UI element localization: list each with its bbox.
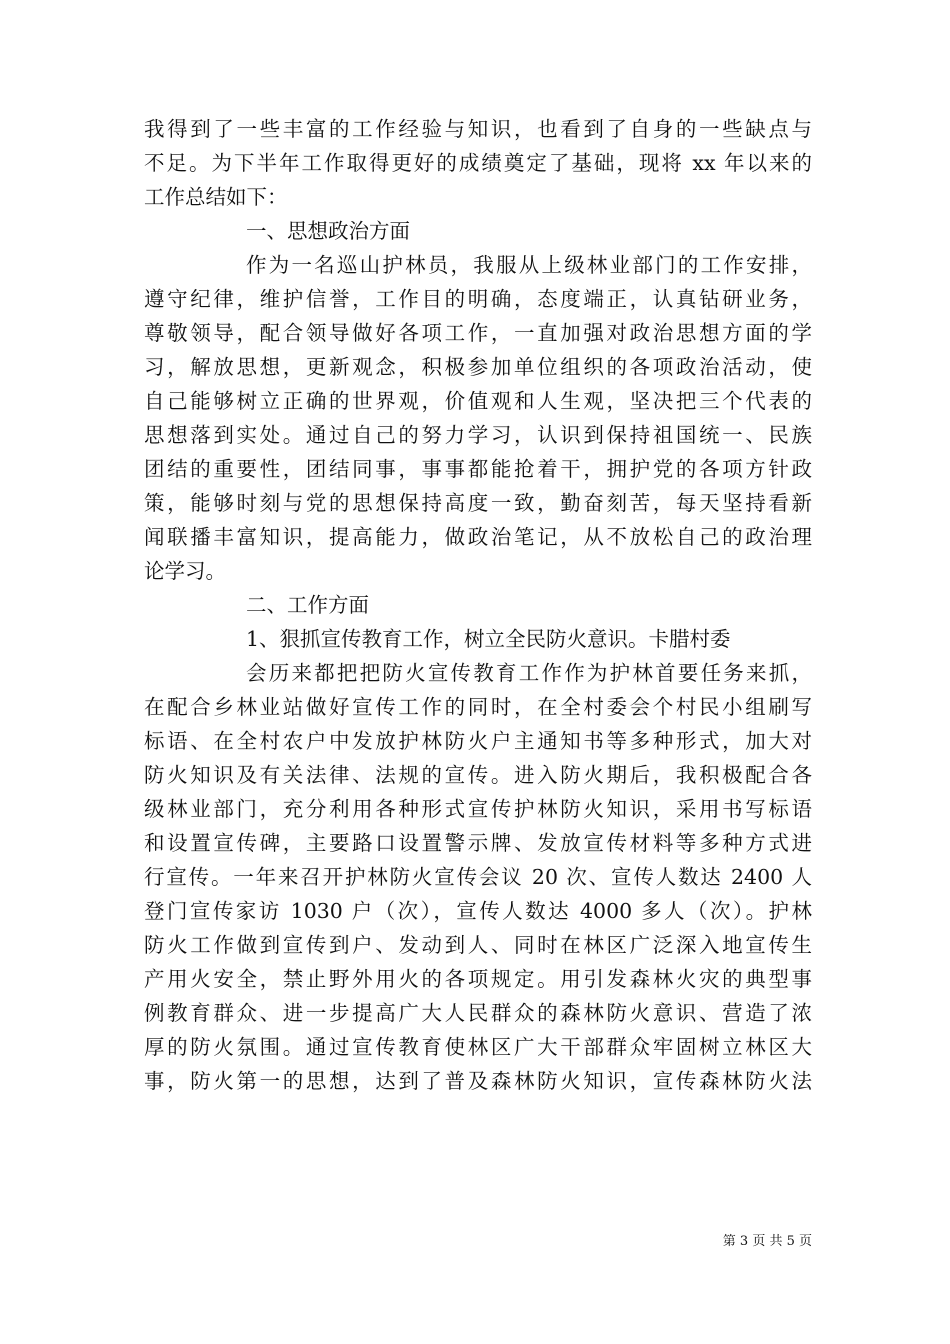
text-line: 策，能够时刻与党的思想保持高度一致，勤奋刻苦，每天坚持看新	[144, 491, 812, 515]
text-line: 自己能够树立正确的世界观，价值观和人生观，坚决把三个代表的	[144, 389, 812, 413]
text-line: 我得到了一些丰富的工作经验与知识，也看到了自身的一些缺点与	[144, 117, 812, 141]
text-line: 事，防火第一的思想，达到了普及森林防火知识，宣传森林防火法	[144, 1069, 812, 1093]
text-line: 防火知识及有关法律、法规的宣传。进入防火期后，我积极配合各	[144, 763, 812, 787]
text-line: 不足。为下半年工作取得更好的成绩奠定了基础，现将 xx 年以来的	[144, 151, 812, 175]
text-line: 行宣传。一年来召开护林防火宣传会议 20 次、宣传人数达 2400 人	[144, 865, 812, 889]
text-line: 遵守纪律，维护信誉，工作目的明确，态度端正，认真钻研业务，	[144, 287, 812, 311]
text-line: 和设置宣传碑，主要路口设置警示牌、发放宣传材料等多种方式进	[144, 831, 812, 855]
text-line: 工作总结如下：	[144, 185, 288, 209]
text-line: 1、狠抓宣传教育工作，树立全民防火意识。卡腊村委	[246, 627, 731, 651]
body-text	[144, 112, 812, 1098]
section-heading: 一、思想政治方面	[246, 219, 410, 243]
text-line: 尊敬领导，配合领导做好各项工作，一直加强对政治思想方面的学	[144, 321, 812, 345]
page-number: 第 3 页 共 5 页	[722, 1234, 812, 1249]
text-line: 厚的防火氛围。通过宣传教育使林区广大干部群众牢固树立林区大	[144, 1035, 812, 1059]
text-line: 防火工作做到宣传到户、发动到人、同时在林区广泛深入地宣传生	[144, 933, 812, 957]
text-line: 登门宣传家访 1030 户（次），宣传人数达 4000 多人（次）。护林	[144, 899, 812, 923]
text-line: 例教育群众、进一步提高广大人民群众的森林防火意识、营造了浓	[144, 1001, 812, 1025]
text-line: 团结的重要性，团结同事，事事都能抢着干，拥护党的各项方针政	[144, 457, 812, 481]
text-line: 思想落到实处。通过自己的努力学习，认识到保持祖国统一、民族	[144, 423, 812, 447]
text-line: 在配合乡林业站做好宣传工作的同时，在全村委会个村民小组刷写	[144, 695, 812, 719]
text-line: 作为一名巡山护林员，我服从上级林业部门的工作安排，	[246, 253, 812, 277]
text-line: 闻联播丰富知识，提高能力，做政治笔记，从不放松自己的政治理	[144, 525, 812, 549]
text-line: 产用火安全，禁止野外用火的各项规定。用引发森林火灾的典型事	[144, 967, 812, 991]
text-line: 论学习。	[144, 559, 226, 583]
text-line: 习，解放思想，更新观念，积极参加单位组织的各项政治活动，使	[144, 355, 812, 379]
text-line: 会历来都把把防火宣传教育工作作为护林首要任务来抓，	[246, 661, 812, 685]
text-line: 级林业部门，充分利用各种形式宣传护林防火知识，采用书写标语	[144, 797, 812, 821]
section-heading: 二、工作方面	[246, 593, 369, 617]
text-line: 标语、在全村农户中发放护林防火户主通知书等多种形式，加大对	[144, 729, 812, 753]
